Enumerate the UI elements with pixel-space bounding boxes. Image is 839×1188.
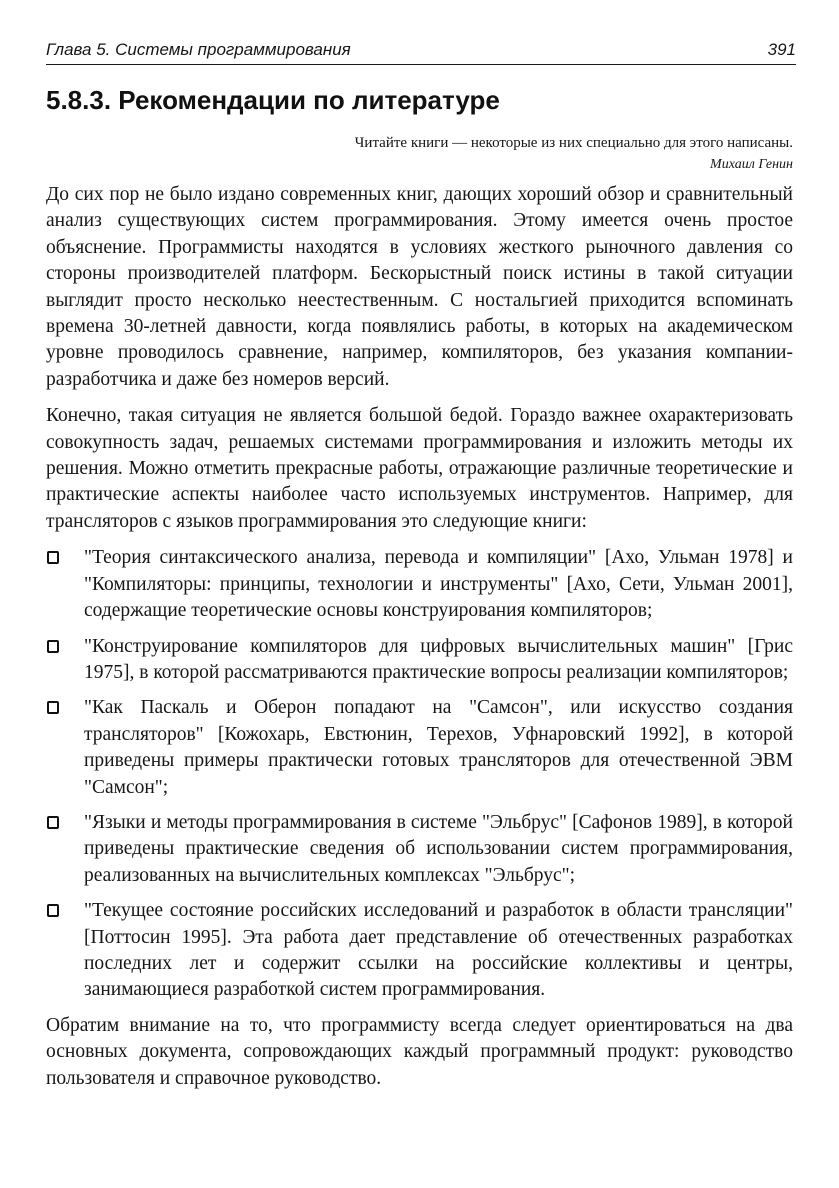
reference-item xyxy=(46,898,793,1004)
checkbox-bullet-icon xyxy=(47,551,59,564)
running-header xyxy=(46,38,796,65)
checkbox-bullet-icon xyxy=(47,701,59,714)
reference-text: "Конструирование компиляторов для цифровых вычислительных машин" [Грис 1975], в которой рассматриваются практические вопросы реализации компиляторов; xyxy=(84,635,793,683)
reference-item xyxy=(46,545,793,624)
reference-text: "Языки и методы программирования в системе "Эльбрус" [Сафонов 1989], в которой приведены практические сведения об использовании систем программирования, реализованных на вычислительных комплексах "Эльбрус"; xyxy=(84,811,793,886)
body-text xyxy=(46,182,793,1102)
paragraph: Конечно, такая ситуация не является большой бедой. Гораздо важнее охарактеризовать совокупность задач, решаемых системами программирования и изложить методы их решения. Можно отметить прекрасные работы, отражающие различные теоретические и практические аспекты наиболее часто используемых инструментов. Например, для трансляторов с языков программирования это следующие книги: xyxy=(46,405,793,532)
epigraph xyxy=(355,132,793,176)
epigraph-quote: Читайте книги — некоторые из них специально для этого написаны. xyxy=(354,135,793,151)
reference-item xyxy=(46,695,793,801)
paragraph: До сих пор не было издано современных книг, дающих хороший обзор и сравнительный анализ существующих систем программирования. Этому имеется очень простое объяснение. Программисты находятся в условиях жесткого рыночного давления со стороны производителей платформ. Бескорыстный поиск истины в такой ситуации выглядит просто несколько неестественным. С ностальгией приходится вспоминать времена 30-летней давности, когда появлялись работы, в которых на академическом уровне проводилось сравнение, например, компиляторов, без указания компании-разработчика и даже без номеров версий. xyxy=(46,184,793,390)
checkbox-bullet-icon xyxy=(47,816,59,829)
reference-list xyxy=(46,545,793,1004)
paragraph: Обратим внимание на то, что программисту всегда следует ориентироваться на два основных документа, сопровождающих каждый программный продукт: руководство пользователя и справочное руководство. xyxy=(46,1014,793,1089)
reference-item xyxy=(46,634,793,687)
reference-text: "Текущее состояние российских исследований и разработок в области трансляции" [Поттосин 1995]. Эта работа дает представление об отечественных разработках последних лет и содержит ссылки на российские коллективы и центры, занимающиеся разработкой систем программирования. xyxy=(84,900,793,1001)
checkbox-bullet-icon xyxy=(47,904,59,917)
checkbox-bullet-icon xyxy=(47,640,59,653)
reference-text: "Теория синтаксического анализа, перевода и компиляции" [Ахо, Ульман 1978] и "Компиляторы: принципы, технологии и инструменты" [Ахо, Сети, Ульман 2001], содержащие теоретические основы конструирования компиляторов; xyxy=(84,547,793,622)
section-heading: 5.8.3. Рекомендации по литературе xyxy=(46,85,500,115)
reference-text: "Как Паскаль и Оберон попадают на "Самсон", или искусство создания трансляторов" [Кожохарь, Евстюнин, Терехов, Уфнаровский 1992], в которой приведены примеры практически готовых трансляторов для отечественной ЭВМ "Самсон"; xyxy=(84,697,793,798)
epigraph-author: Михаил Генин xyxy=(710,157,793,172)
page-number: 391 xyxy=(767,40,796,59)
chapter-title: Глава 5. Системы программирования xyxy=(46,40,351,59)
reference-item xyxy=(46,810,793,889)
